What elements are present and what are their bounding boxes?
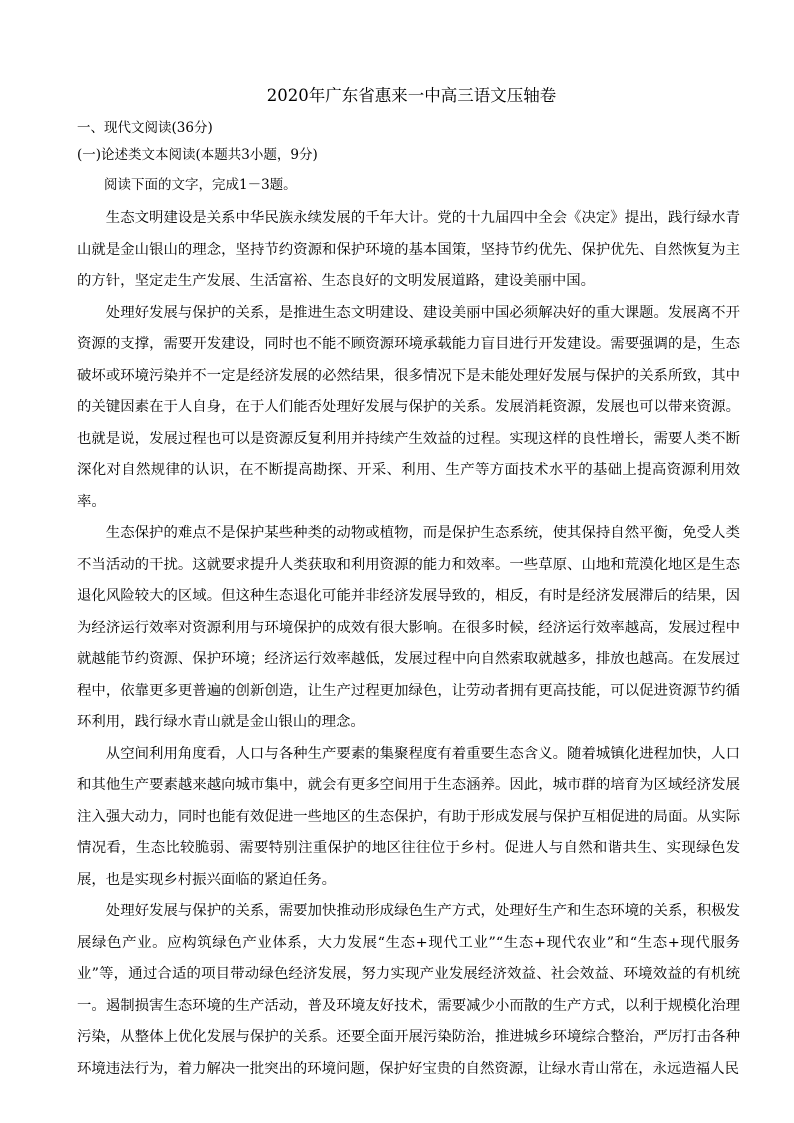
paragraph-1: 生态文明建设是关系中华民族永续发展的千年大计。党的十九届四中全会《决定》提出，践行绿水青山就是金山银山的理念，坚持节约资源和保护环境的基本国策，坚持节约优先、保护优先、自然恢复为主的方针，坚定走生产发展、生活富裕、生态良好的文明发展道路，建设美丽中国。 — [77, 210, 740, 289]
subsection-heading: (一)论述类文本阅读(本题共3小题，9分) — [77, 147, 318, 163]
page-title: 2020年广东省惠来一中高三语文压轴卷 — [266, 86, 557, 105]
section-heading: 一、现代文阅读(36分) — [77, 120, 213, 136]
paragraph-5: 处理好发展与保护的关系，需要加快推动形成绿色生产方式，处理好生产和生态环境的关系，积极发展绿色产业。应构筑绿色产业体系，大力发展“生态+现代工业”“生态+现代农业”和“生态+现代服务业”等，通过合适的项目带动绿色经济发展，努力实现产业发展经济效益、社会效益、环境效益的有机统一。遏制损害生态环境的生产活动，普及环境友好技术，需要减少小而散的生产方式，以利于规模化治理污染，从整体上优化发展与保护的关系。还要全面开展污染防治，推进城乡环境综合整治，严厉打击各种环境违法行为，着力解决一批突出的环境问题，保护好宝贵的自然资源，让绿水青山常在，永远造福人民 — [77, 903, 740, 1077]
paragraph-4: 从空间利用角度看，人口与各种生产要素的集聚程度有着重要生态含义。随着城镇化进程加快，人口和其他生产要素越来越向城市集中，就会有更多空间用于生态涵养。因此，城市群的培育为区域经济发展注入强大动力，同时也能有效促进一些地区的生态保护，有助于形成发展与保护互相促进的局面。从实际情况看，生态比较脆弱、需要特别注重保护的地区往往位于乡村。促进人与自然和谐共生、实现绿色发展，也是实现乡村振兴面临的紧迫任务。 — [77, 745, 740, 888]
paragraph-3: 生态保护的难点不是保护某些种类的动物或植物，而是保护生态系统，使其保持自然平衡，免受人类不当活动的干扰。这就要求提升人类获取和利用资源的能力和效率。一些草原、山地和荒漠化地区是生态退化风险较大的区域。但这种生态退化可能并非经济发展导致的，相反，有时是经济发展滞后的结果，因为经济运行效率对资源利用与环境保护的成效有很大影响。在很多时候，经济运行效率越高，发展过程中就越能节约资源、保护环境；经济运行效率越低，发展过程中向自然索取就越多，排放也越高。在发展过程中，依靠更多更普遍的创新创造，让生产过程更加绿色，让劳动者拥有更高技能，可以促进资源节约循环利用，践行绿水青山就是金山银山的理念。 — [77, 525, 740, 730]
reading-instruction: 阅读下面的文字，完成1－3题。 — [104, 177, 297, 193]
paragraph-2: 处理好发展与保护的关系，是推进生态文明建设、建设美丽中国必须解决好的重大课题。发展离不开资源的支撑，需要开发建设，同时也不能不顾资源环境承载能力盲目进行开发建设。需要强调的是，生态破坏或环境污染并不一定是经济发展的必然结果，很多情况下是未能处理好发展与保护的关系所致，其中的关键因素在于人自身，在于人们能否处理好发展与保护的关系。发展消耗资源，发展也可以带来资源。也就是说，发展过程也可以是资源反复利用并持续产生效益的过程。实现这样的良性增长，需要人类不断深化对自然规律的认识，在不断提高勘探、开采、利用、生产等方面技术水平的基础上提高资源利用效率。 — [77, 304, 740, 510]
